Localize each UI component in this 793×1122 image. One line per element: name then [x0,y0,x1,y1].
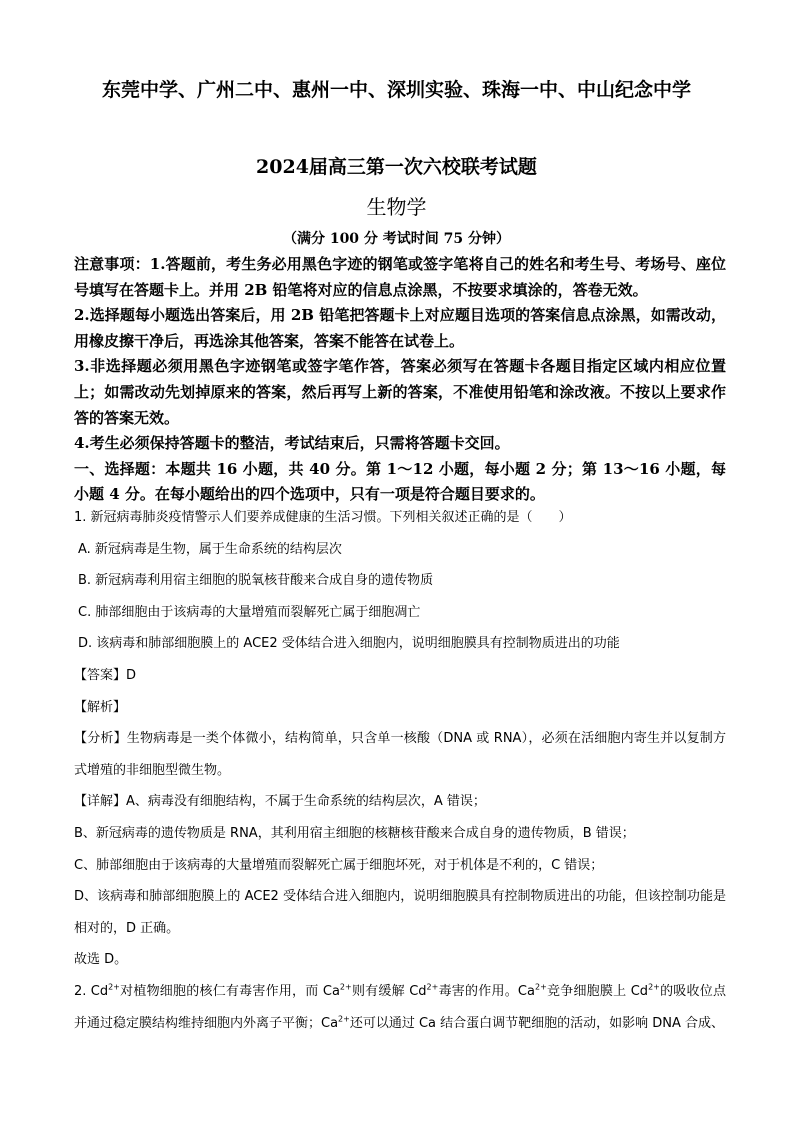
q1-option-c: C. 肺部细胞由于该病毒的大量增殖而裂解死亡属于细胞凋亡 [78,604,421,620]
section-heading: 一、选择题：本题共 16 小题，共 40 分。第 1～12 小题，每小题 2 分；第 13～16 小题，每小题 4 分。在每小题给出的四个选项中，只有一项是符合题目要求的。 [74,459,726,504]
q2-text-2: 对植物细胞的核仁有毒害作用，而 Ca [119,983,340,999]
note-1: 注意事项：1.答题前，考生务必用黑色字迹的钢笔或签字笔将自己的姓名和考生号、考场号、座位号填写在答题卡上。并用 2B 铅笔将对应的信息点涂黑，不按要求填涂的，答卷无效。 [74,255,726,299]
q1-detail-d: D、该病毒和肺部细胞膜上的 ACE2 受体结合进入细胞内，说明细胞膜具有控制物质进出的功能，但该控制功能是相对的，D 正确。 [74,889,726,936]
q1-stem: 1. 新冠病毒肺炎疫情警示人们要养成健康的生活习惯。下列相关叙述正确的是（ ） [74,510,572,525]
subject-title: 生物学 [366,195,427,219]
q1-analysis: 【分析】生物病毒是一类个体微小，结构简单，只含单一核酸（DNA 或 RNA），必须在活细胞内寄生并以复制方式增殖的非细胞型微生物。 [74,731,726,778]
q2-sup-5: 2+ [648,982,660,992]
note-4: 4.考生必须保持答题卡的整洁，考试结束后，只需将答题卡交回。 [74,434,510,453]
q2-text-4: 毒害的作用。Ca [438,983,535,999]
exam-title-schools: 东莞中学、广州二中、惠州一中、深圳实验、珠海一中、中山纪念中学 [101,79,691,101]
q2-text-7: 还可以通过 Ca 结合蛋白调节靶细胞的活动，如影响 DNA 合成、 [349,1015,725,1031]
q1-answer: 【答案】D [74,667,137,683]
q2-text-3: 则有缓解 Cd [351,983,427,999]
q1-detail-b: B、新冠病毒的遗传物质是 RNA，其利用宿主细胞的核糖核苷酸来合成自身的遗传物质，B 错误； [74,825,635,841]
q2-stem [74,976,726,1039]
q2-sup-6: 2+ [338,1014,350,1024]
q1-detail-c: C、肺部细胞由于该病毒的大量增殖而裂解死亡属于细胞坏死，对于机体是不利的，C 错误； [74,857,604,873]
q2-sup-4: 2+ [534,982,547,992]
note-3: 3.非选择题必须用黑色字迹钢笔或签字笔作答，答案必须写在答题卡各题目指定区域内相应位置上；如需改动先划掉原来的答案，然后再写上新的答案，不准使用铅笔和涂改液。不按以上要求作答的答案无效。 [74,357,726,427]
note-2: 2.选择题每小题选出答案后，用 2B 铅笔把答题卡上对应题目选项的答案信息点涂黑，如需改动，用橡皮擦干净后，再选涂其他答案，答案不能答在试卷上。 [74,306,726,350]
exam-title-main: 2024届高三第一次六校联考试题 [256,156,537,178]
q1-detail-a: 【详解】A、病毒没有细胞结构，不属于生命系统的结构层次，A 错误； [74,794,486,810]
q2-text-1: 2. Cd [74,983,109,999]
q2-text-6: 的吸收位点并通过稳定膜结构维持细胞内外离子平衡；Ca [74,983,726,1031]
q1-option-b: B. 新冠病毒利用宿主细胞的脱氧核苷酸来合成自身的遗传物质 [78,573,434,589]
instructions [74,252,726,508]
q1-conclusion: 故选 D。 [74,952,128,968]
q1-option-a: A. 新冠病毒是生物，属于生命系统的结构层次 [78,541,342,557]
q2-sup-2: 2+ [339,982,352,992]
question-body [74,502,726,1039]
q2-text-5: 竞争细胞膜上 Cd [546,983,649,999]
q2-sup-3: 2+ [426,982,439,992]
q2-sup-1: 2+ [108,982,120,992]
score-info: （满分 100 分 考试时间 75 分钟） [282,231,511,247]
q1-analysis-label: 【解析】 [74,699,127,715]
q1-option-d: D. 该病毒和肺部细胞膜上的 ACE2 受体结合进入细胞内，说明细胞膜具有控制物质进出的功能 [78,636,620,652]
